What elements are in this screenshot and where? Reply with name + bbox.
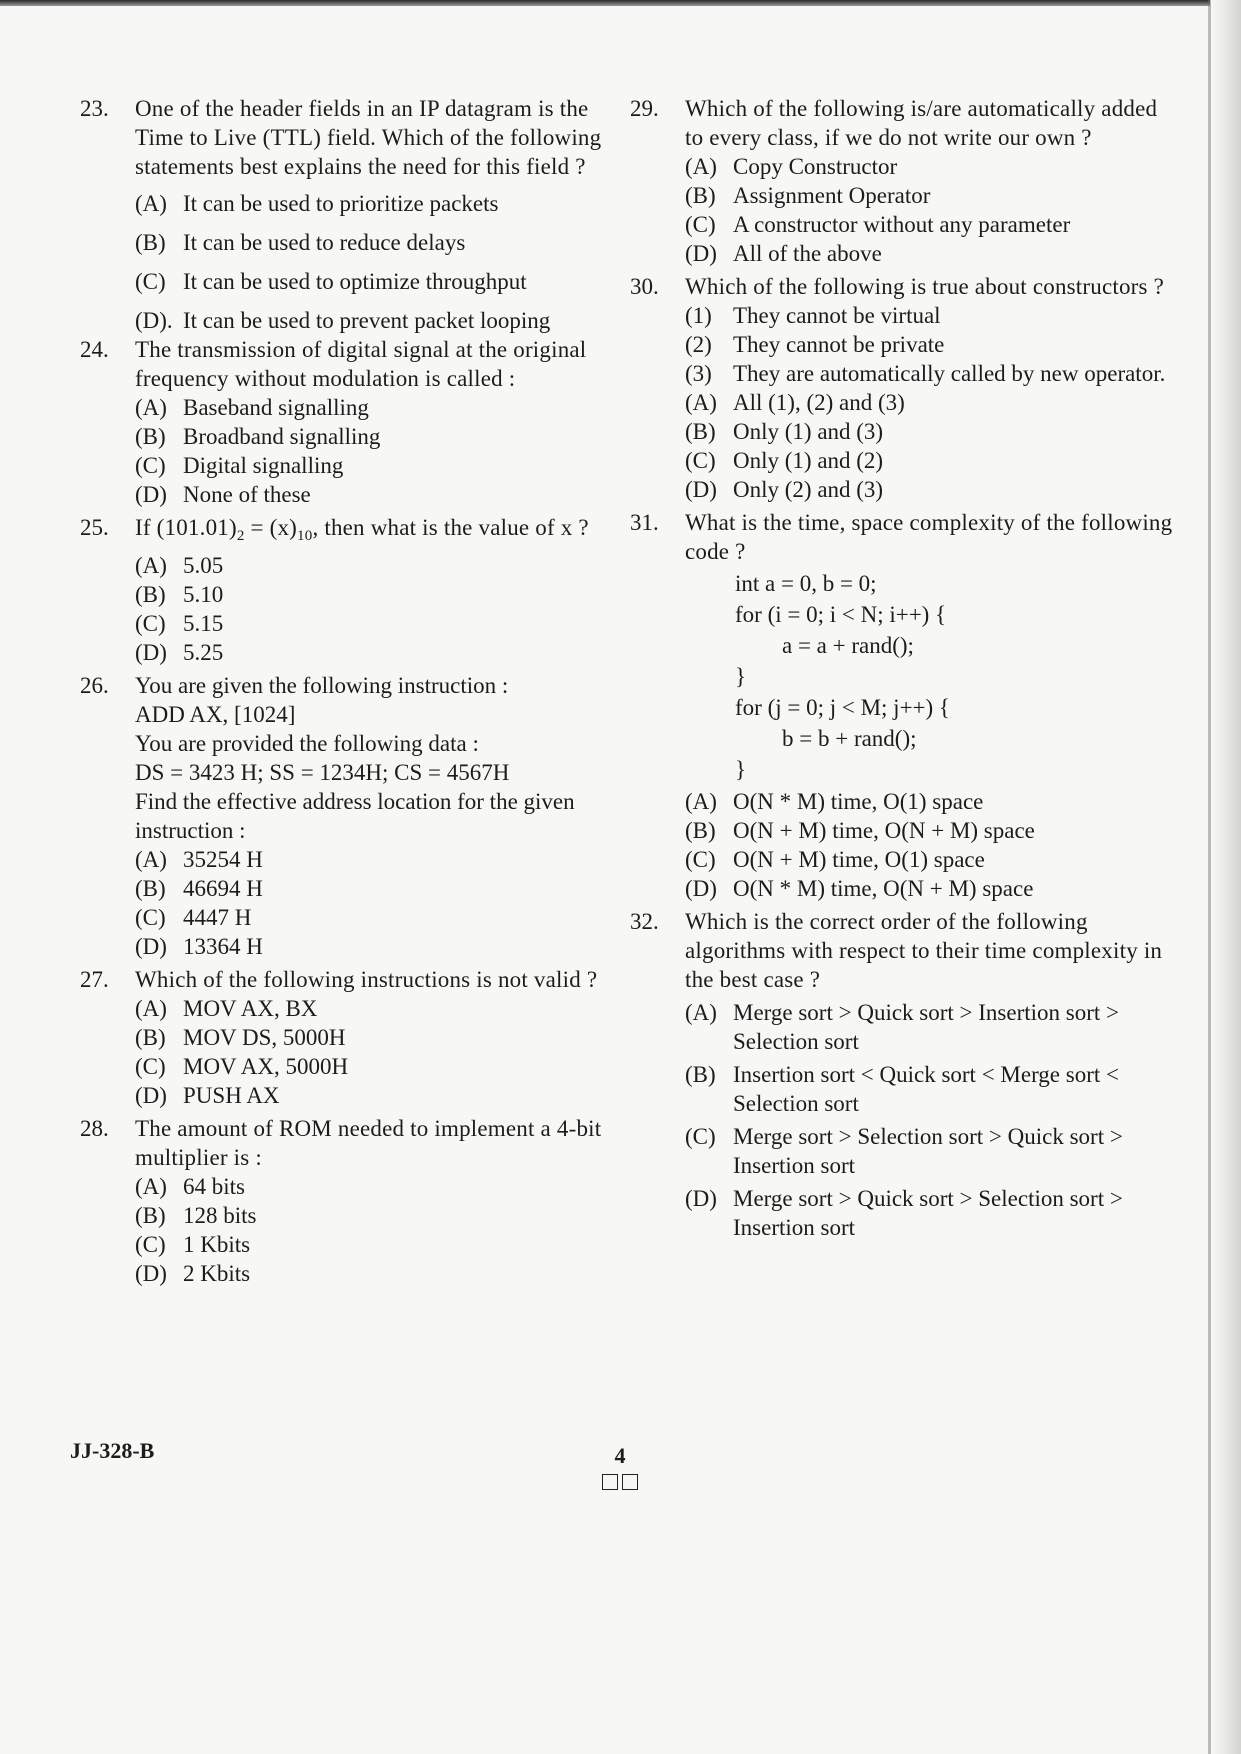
question-text: If $(101.01)_2 = (x)_{10}$, then what is the value of x ? bbox=[135, 515, 589, 544]
question-text: Which of the following is/are automatically added to every class, if we do not write our own ? bbox=[685, 96, 1158, 150]
code-line: for (i = 0; i < N; i++) { bbox=[735, 602, 947, 627]
page-number-boxes bbox=[602, 1474, 638, 1490]
option-a: (A) All (1), (2) and (3) bbox=[685, 390, 905, 415]
option-b: (B) Broadband signalling bbox=[135, 424, 381, 449]
question-line: You are given the following instruction : bbox=[135, 673, 509, 698]
option-a: (A) Baseband signalling bbox=[135, 395, 369, 420]
option-d: (D) PUSH AX bbox=[135, 1083, 280, 1108]
option-b: (B) 5.10 bbox=[135, 582, 224, 607]
question-number: 28. bbox=[80, 1116, 109, 1141]
question-number: 27. bbox=[80, 967, 109, 992]
question-line: Find the effective address location for the given instruction : bbox=[135, 789, 575, 843]
option-d: (D) All of the above bbox=[685, 241, 882, 266]
question-31 bbox=[630, 508, 1175, 903]
option-d: (D) O(N * M) time, O(N + M) space bbox=[685, 876, 1034, 901]
question-text: One of the header fields in an IP datagram is the Time to Live (TTL) field. Which of the following statements best explains the need for this field ? bbox=[135, 96, 602, 179]
left-column bbox=[80, 94, 625, 1292]
option-c: (C) Digital signalling bbox=[135, 453, 344, 478]
option-d: (D) 13364 H bbox=[135, 934, 263, 959]
option-c: (C) 5.15 bbox=[135, 611, 224, 636]
option-c: (C) Merge sort > Selection sort > Quick sort > Insertion sort bbox=[685, 1124, 1123, 1178]
question-number: 32. bbox=[630, 909, 659, 934]
option-b: (B) 46694 H bbox=[135, 876, 263, 901]
option-b: (B) 128 bits bbox=[135, 1203, 257, 1228]
option-c: (C) O(N + M) time, O(1) space bbox=[685, 847, 985, 872]
question-number: 29. bbox=[630, 96, 659, 121]
question-number: 26. bbox=[80, 673, 109, 698]
option-b: (B) Insertion sort < Quick sort < Merge sort < Selection sort bbox=[685, 1062, 1119, 1116]
option-a: (A) Copy Constructor bbox=[685, 154, 898, 179]
question-number: 31. bbox=[630, 510, 659, 535]
scan-top-edge bbox=[0, 0, 1210, 6]
question-text: The transmission of digital signal at the original frequency without modulation is called : bbox=[135, 337, 587, 391]
page-number: 4 bbox=[614, 1443, 626, 1468]
options bbox=[135, 189, 625, 335]
question-25 bbox=[80, 513, 625, 667]
option-a: (A) 35254 H bbox=[135, 847, 263, 872]
option-a: (A) O(N * M) time, O(1) space bbox=[685, 789, 984, 814]
option-b: (B) Assignment Operator bbox=[685, 183, 931, 208]
question-number: 25. bbox=[80, 515, 109, 540]
option-d: (D) 5.25 bbox=[135, 640, 224, 665]
statement-1: (1) They cannot be virtual bbox=[685, 303, 941, 328]
code-line: b = b + rand(); bbox=[782, 726, 917, 751]
question-26 bbox=[80, 671, 625, 961]
question-24 bbox=[80, 335, 625, 509]
code-line: } bbox=[735, 664, 747, 689]
question-number: 24. bbox=[80, 337, 109, 362]
option-c: (C) A constructor without any parameter bbox=[685, 212, 1071, 237]
statement-2: (2) They cannot be private bbox=[685, 332, 945, 357]
option-a: (A) MOV AX, BX bbox=[135, 996, 318, 1021]
question-27 bbox=[80, 965, 625, 1110]
question-29 bbox=[630, 94, 1175, 268]
question-32 bbox=[630, 907, 1175, 1242]
option-a: (A) 64 bits bbox=[135, 1174, 245, 1199]
option-c: (C) It can be used to optimize throughput bbox=[135, 269, 527, 294]
option-c: (C) Only (1) and (2) bbox=[685, 448, 884, 473]
option-b: (B) MOV DS, 5000H bbox=[135, 1025, 346, 1050]
question-number: 30. bbox=[630, 274, 659, 299]
code-line: } bbox=[735, 757, 747, 782]
instruction-line: ADD AX, [1024] bbox=[135, 702, 296, 727]
option-d: (D). It can be used to prevent packet looping bbox=[135, 308, 551, 333]
option-b: (B) It can be used to reduce delays bbox=[135, 230, 466, 255]
box-mark bbox=[622, 1474, 638, 1490]
statement-3: (3) They are automatically called by new operator. bbox=[685, 361, 1166, 386]
question-30 bbox=[630, 272, 1175, 504]
question-text: The amount of ROM needed to implement a 4-bit multiplier is : bbox=[135, 1116, 602, 1170]
code-line: a = a + rand(); bbox=[782, 633, 914, 658]
option-b: (B) Only (1) and (3) bbox=[685, 419, 884, 444]
question-text: Which of the following instructions is not valid ? bbox=[135, 967, 598, 992]
option-c: (C) MOV AX, 5000H bbox=[135, 1054, 349, 1079]
question-line: You are provided the following data : bbox=[135, 731, 479, 756]
option-d: (D) Only (2) and (3) bbox=[685, 477, 884, 502]
option-c: (C) 4447 H bbox=[135, 905, 252, 930]
scan-shadow bbox=[1211, 0, 1241, 1754]
right-column bbox=[630, 94, 1175, 1246]
box-mark bbox=[602, 1474, 618, 1490]
option-d: (D) None of these bbox=[135, 482, 311, 507]
option-c: (C) 1 Kbits bbox=[135, 1232, 251, 1257]
question-28 bbox=[80, 1114, 625, 1288]
option-a: (A) It can be used to prioritize packets bbox=[135, 191, 499, 216]
code-line: for (j = 0; j < M; j++) { bbox=[735, 695, 950, 720]
question-number: 23. bbox=[80, 96, 109, 121]
option-b: (B) O(N + M) time, O(N + M) space bbox=[685, 818, 1035, 843]
code-line: int a = 0, b = 0; bbox=[735, 571, 877, 596]
paper-code: JJ-328-B bbox=[70, 1438, 155, 1463]
question-23 bbox=[80, 94, 625, 335]
option-d: (D) 2 Kbits bbox=[135, 1261, 251, 1286]
option-a: (A) Merge sort > Quick sort > Insertion sort > Selection sort bbox=[685, 1000, 1119, 1054]
question-text: What is the time, space complexity of the following code ? bbox=[685, 510, 1173, 564]
code-block bbox=[685, 568, 1175, 785]
question-text: Which is the correct order of the following algorithms with respect to their time complexity in the best case ? bbox=[685, 909, 1163, 992]
question-text: Which of the following is true about constructors ? bbox=[685, 274, 1165, 299]
option-a: (A) 5.05 bbox=[135, 553, 224, 578]
register-data-line: DS = 3423 H; SS = 1234H; CS = 4567H bbox=[135, 760, 510, 785]
option-d: (D) Merge sort > Quick sort > Selection sort > Insertion sort bbox=[685, 1186, 1123, 1240]
